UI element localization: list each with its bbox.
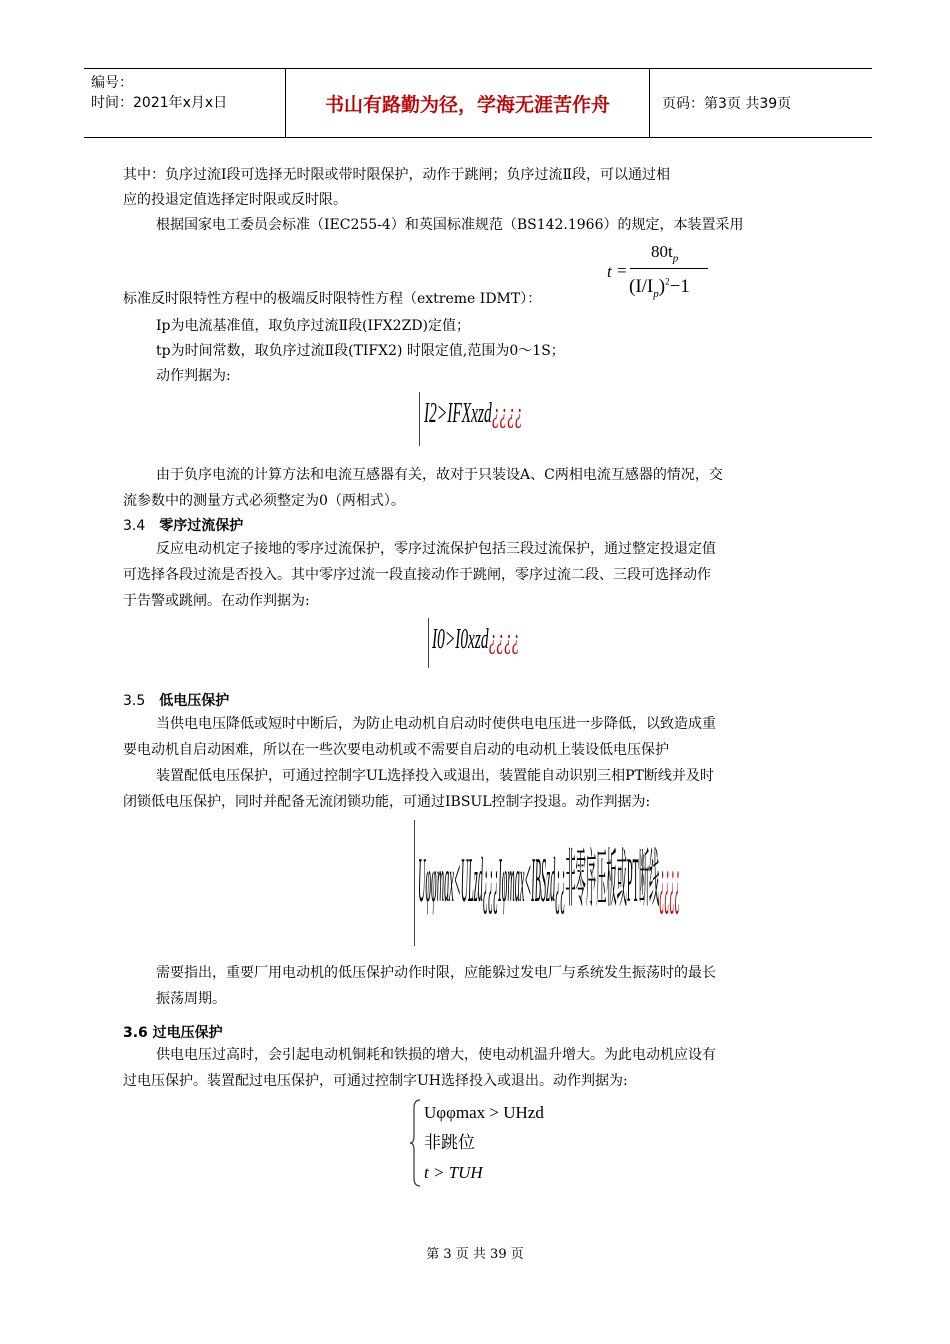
header-motto: 书山有路勤为径，学海无涯苦作舟 bbox=[286, 69, 650, 137]
paragraph-line: 其中：负序过流Ⅰ段可选择无时限或带时限保护，动作于跳闸；负序过流Ⅱ段，可以通过相 bbox=[123, 167, 671, 183]
paragraph-line: Ip为电流基准值，取负序过流Ⅱ段(IFX2ZD)定值； bbox=[156, 318, 471, 334]
section-heading-3-4: 3.4 零序过流保护 bbox=[123, 518, 244, 534]
time-label: 时间：2021年x月x日 bbox=[91, 95, 228, 111]
ov-condition-1: Uφφmax > UHzd bbox=[424, 1103, 544, 1122]
paragraph-line: 于告警或跳闸。在动作判据为: bbox=[123, 593, 310, 609]
paragraph-line: 由于负序电流的计算方法和电流互感器有关，故对于只装设A、C两相电流互感器的情况，交 bbox=[156, 467, 723, 483]
page-footer: 第 3 页 共 39 页 bbox=[426, 1247, 524, 1262]
overvoltage-criterion bbox=[424, 1098, 544, 1188]
formula-brace bbox=[428, 618, 429, 668]
paragraph-line: 振荡周期。 bbox=[156, 991, 226, 1007]
paragraph-line: 可选择各段过流是否投入。其中零序过流一段直接动作于跳闸，零序过流二段、三段可选择动作 bbox=[123, 567, 711, 583]
paragraph-line: 闭锁低电压保护，同时并配备无流闭锁功能，可通过IBSUL控制字投退。动作判据为: bbox=[123, 794, 651, 810]
paragraph-line: 当供电电压降低或短时中断后，为防止电动机自启动时使供电电压进一步降低，以致造成重 bbox=[156, 716, 716, 732]
section-heading-3-5: 3.5 低电压保护 bbox=[123, 693, 230, 709]
fraction-bar bbox=[630, 268, 708, 269]
overvoltage-brace bbox=[408, 1098, 424, 1188]
low-voltage-criterion: Uφφmax<ULzd¿¿¿Iφmax<IBSzd¿¿非零序压板或PT断线¿¿¿¿ bbox=[418, 844, 680, 915]
section-heading-3-6: 3.6 过电压保护 bbox=[123, 1025, 223, 1041]
paragraph-line: 动作判据为: bbox=[156, 368, 231, 384]
idmt-denominator: $(I/I_p)^2-1$ bbox=[629, 276, 690, 300]
paragraph-line: 要电动机自启动困难，所以在一些次要电动机或不需要自启动的电动机上装设低电压保护 bbox=[123, 742, 669, 758]
ov-condition-3: t > TUH bbox=[424, 1163, 483, 1182]
paragraph-line: 需要指出，重要厂用电动机的低压保护动作时限，应能躲过发电厂与系统发生振荡时的最长 bbox=[156, 965, 716, 981]
paragraph-line: 应的投退定值选择定时限或反时限。 bbox=[123, 192, 347, 208]
idmt-t: t bbox=[607, 262, 612, 281]
ov-condition-2: 非跳位 bbox=[424, 1133, 475, 1153]
paragraph-line: 标准反时限特性方程中的极端反时限特性方程（extreme IDMT）： bbox=[123, 291, 542, 307]
number-label: 编号： bbox=[91, 75, 133, 91]
header-page-label: 页码：第3页 共39页 bbox=[662, 96, 792, 112]
formula-brace bbox=[414, 820, 415, 946]
paragraph-line: 根据国家电工委员会标准（IEC255-4）和英国标准规范（BS142.1966）的规定，本装置采用 bbox=[156, 217, 744, 233]
paragraph-line: 过电压保护。装置配过电压保护，可通过控制字UH选择投入或退出。动作判据为: bbox=[123, 1073, 628, 1089]
paragraph-line: 流参数中的测量方式必须整定为0（两相式）。 bbox=[123, 493, 405, 509]
formula-brace bbox=[419, 392, 420, 446]
paragraph-line: 反应电动机定子接地的零序过流保护，零序过流保护包括三段过流保护，通过整定投退定值 bbox=[156, 541, 716, 557]
header-meta bbox=[84, 69, 286, 137]
page-header bbox=[84, 68, 872, 138]
paragraph-line: tp为时间常数，取负序过流Ⅱ段(TIFX2) 时限定值,范围为0～1S； bbox=[156, 343, 565, 359]
paragraph-line: 供电电压过高时，会引起电动机铜耗和铁损的增大，使电动机温升增大。为此电动机应设有 bbox=[156, 1047, 716, 1063]
paragraph-line: 装置配低电压保护，可通过控制字UL选择投入或退出，装置能自动识别三相PT断线并及时 bbox=[156, 768, 714, 784]
zero-seq-criterion: I0>I0xzd¿¿¿¿ bbox=[432, 624, 520, 655]
idmt-numerator: $80t_p$ bbox=[651, 242, 679, 265]
negative-seq-criterion: I2>IFXxzd¿¿¿¿ bbox=[424, 398, 523, 429]
idmt-eq: = bbox=[617, 261, 627, 280]
